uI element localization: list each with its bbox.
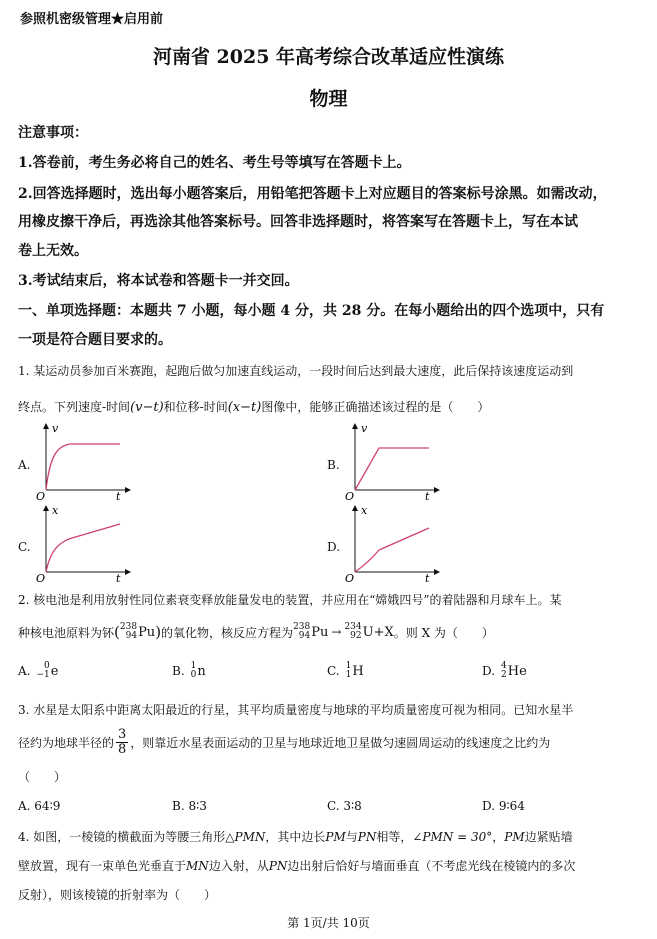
section-heading-cont: 一项是符合题目要求的。 [18,332,172,348]
q1-text: 1. 某运动员参加百米赛跑，起跑后做匀加速直线运动，一段时间后达到最大速度，此后保持该速度运动到 [18,364,574,378]
axis-y-label: x [52,504,59,517]
q1-graph-a [36,422,136,500]
subject-title: 物理 [309,88,348,110]
q2-text-line2: 种核电池原料为钚 ( 238 94 Pu ) 的氧化物，核反应方程为 238 94 Pu → 234 92 U +X 。则 X 为（ ） [18,622,494,641]
axis-y-label: x [361,504,368,517]
notice-item: 卷上无效。 [18,243,88,259]
pu-nuclide-eq: 238 94 Pu [293,622,329,641]
secret-label: 参照机密级管理★启用前 [20,12,164,27]
q3-option: C. 3∶8 [327,799,362,813]
axis-x-label: t [425,490,430,500]
origin-label: O [36,490,46,500]
origin-label: O [36,572,46,582]
q4-text-line2: 壁放置，现有一束单色光垂直于MN边入射，从PN边出射后恰好与墙面垂直（不考虑光线在棱镜内的多次 [18,859,576,873]
axis-x-label: t [116,572,121,582]
q3-option: D. 9∶64 [482,799,525,813]
pu-nuclide: 238 94 Pu [119,622,156,641]
notice-item: 2.回答选择题时，选出每小题答案后，用铅笔把答题卡上对应题目的答案标号涂黑。如需改动， [18,186,607,202]
q1-graph-c [36,504,136,582]
exam-title: 河南省 2025 年高考综合改革适应性演练 [152,46,505,68]
q1-option-label: B. [327,458,340,472]
q3-text-line2: 径约为地球半径的 $\frac{3}{8}$ ，则靠近水星表面运动的卫星与地球近地卫星做匀速圆周运动的线速度之比约为 [18,727,551,757]
origin-label: O [345,490,355,500]
page-footer: 第 1页/共 10页 [287,916,370,930]
axis-x-label: t [425,572,430,582]
section-heading: 一、单项选择题：本题共 7 小题，每小题 4 分，共 28 分。在每小题给出的四个选项中，只有 [18,303,605,319]
q2-option: B. 1 0 n [172,661,206,680]
q3-text: 3. 水星是太阳系中距离太阳最近的行星，其平均质量密度与地球的平均质量密度可视为相同。已知水星半 [18,703,574,717]
q3-option: B. 8∶3 [172,799,207,813]
notice-item: 1.答卷前，考生务必将自己的姓名、考生号等填写在答题卡上。 [18,155,411,171]
q2-text: 2. 核电池是利用放射性同位素衰变释放能量发电的装置，并应用在“嫦娥四号”的着陆器和月球车上。某 [18,593,562,607]
u-nuclide: 234 92 U [344,622,374,641]
q1-text-line2: 终点。下列速度-时间(v−t)和位移-时间(x−t)图像中，能够正确描述该过程的是（ ） [18,400,490,415]
q4-text-line3: 反射），则该棱镜的折射率为（ ） [18,888,217,902]
q4-text: 4. 如图，一棱镜的横截面为等腰三角形△PMN，其中边长PM与PN相等，∠PMN = 30°，PM边紧贴墙 [18,830,573,844]
q1-option-label: C. [18,540,31,554]
q1-graph-b [345,422,445,500]
notice-item: 3.考试结束后，将本试卷和答题卡一并交回。 [18,273,299,289]
q2-option: A. 0 −1 e [18,661,59,680]
q2-option: C. 1 1 H [327,661,364,680]
notice-heading: 注意事项： [18,125,88,141]
q3-text-line3: （ ） [18,770,67,784]
origin-label: O [345,572,355,582]
q1-option-label: D. [327,540,341,554]
axis-x-label: t [116,490,121,500]
q2-option: D. 4 2 He [482,661,527,680]
fraction: $\frac{3}{8}$ [118,727,127,757]
axis-y-label: v [52,422,59,435]
q1-graph-d [345,504,445,582]
notice-item: 用橡皮擦干净后，再选涂其他答案标号。回答非选择题时，将答案写在答题卡上，写在本试 [18,214,578,230]
q1-option-label: A. [18,458,31,472]
q3-option: A. 64∶9 [18,799,61,813]
axis-y-label: v [361,422,368,435]
